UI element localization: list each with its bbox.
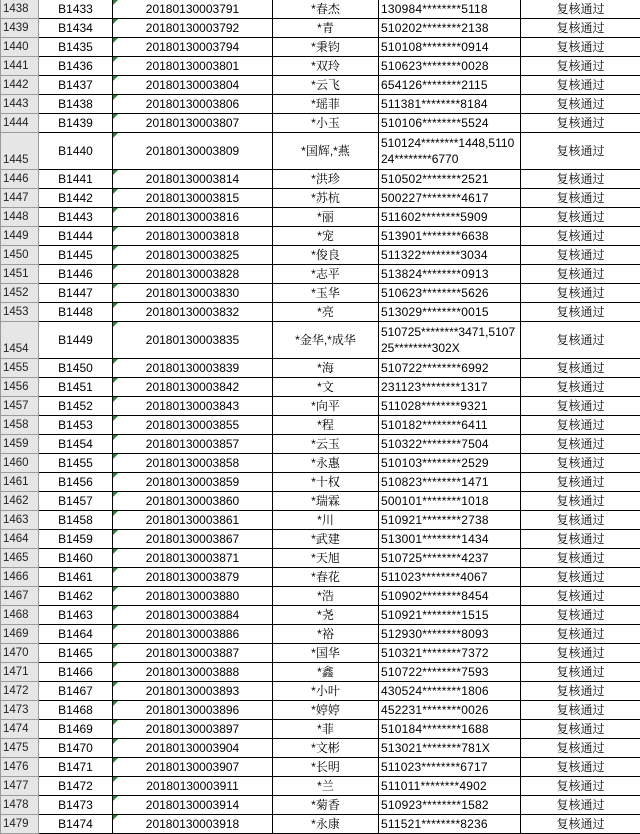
cell-id-number[interactable]: 510321********7372	[379, 644, 521, 663]
cell-application-no[interactable]: 20180130003839	[113, 359, 273, 378]
cell-id-number[interactable]: 513901********6638	[379, 227, 521, 246]
cell-name[interactable]: *亮	[273, 303, 379, 322]
cell-application-no[interactable]: 20180130003911	[113, 777, 273, 796]
table-row[interactable]	[1, 322, 640, 359]
row-number[interactable]: 1446	[1, 170, 39, 189]
cell-status[interactable]: 复核通过	[521, 284, 640, 303]
table-row[interactable]	[1, 170, 640, 189]
cell-code[interactable]: B1474	[39, 815, 113, 834]
row-number[interactable]: 1469	[1, 625, 39, 644]
table-row[interactable]	[1, 246, 640, 265]
cell-name[interactable]: *云玉	[273, 435, 379, 454]
cell-code[interactable]: B1442	[39, 189, 113, 208]
cell-application-no[interactable]: 20180130003879	[113, 568, 273, 587]
cell-status[interactable]: 复核通过	[521, 265, 640, 284]
cell-name[interactable]: *海	[273, 359, 379, 378]
table-row[interactable]	[1, 549, 640, 568]
row-number[interactable]: 1471	[1, 663, 39, 682]
cell-status[interactable]: 复核通过	[521, 492, 640, 511]
cell-name[interactable]: *川	[273, 511, 379, 530]
cell-application-no[interactable]: 20180130003794	[113, 38, 273, 57]
cell-name[interactable]: *小叶	[273, 682, 379, 701]
cell-code[interactable]: B1473	[39, 796, 113, 815]
cell-id-number[interactable]: 510725********4237	[379, 549, 521, 568]
cell-name[interactable]: *国辉,*燕	[273, 133, 379, 170]
cell-code[interactable]: B1465	[39, 644, 113, 663]
table-row[interactable]	[1, 95, 640, 114]
table-row[interactable]	[1, 682, 640, 701]
cell-application-no[interactable]: 20180130003896	[113, 701, 273, 720]
cell-application-no[interactable]: 20180130003843	[113, 397, 273, 416]
table-row[interactable]	[1, 76, 640, 95]
cell-status[interactable]: 复核通过	[521, 208, 640, 227]
cell-id-number[interactable]: 452231********0026	[379, 701, 521, 720]
cell-application-no[interactable]: 20180130003860	[113, 492, 273, 511]
table-row[interactable]	[1, 644, 640, 663]
cell-application-no[interactable]: 20180130003792	[113, 19, 273, 38]
cell-application-no[interactable]: 20180130003859	[113, 473, 273, 492]
row-number[interactable]: 1457	[1, 397, 39, 416]
row-number[interactable]: 1464	[1, 530, 39, 549]
row-number[interactable]: 1466	[1, 568, 39, 587]
table-row[interactable]	[1, 720, 640, 739]
cell-name[interactable]: *小玉	[273, 114, 379, 133]
cell-application-no[interactable]: 20180130003914	[113, 796, 273, 815]
cell-id-number[interactable]: 510902********8454	[379, 587, 521, 606]
cell-status[interactable]: 复核通过	[521, 777, 640, 796]
table-row[interactable]	[1, 435, 640, 454]
cell-code[interactable]: B1454	[39, 435, 113, 454]
cell-status[interactable]: 复核通过	[521, 568, 640, 587]
row-number[interactable]: 1468	[1, 606, 39, 625]
cell-status[interactable]: 复核通过	[521, 644, 640, 663]
cell-name[interactable]: *鑫	[273, 663, 379, 682]
table-row[interactable]	[1, 397, 640, 416]
row-number[interactable]: 1470	[1, 644, 39, 663]
table-row[interactable]	[1, 701, 640, 720]
cell-name[interactable]: *丽	[273, 208, 379, 227]
cell-id-number[interactable]: 500227********4617	[379, 189, 521, 208]
row-number[interactable]: 1445	[1, 133, 39, 170]
row-number[interactable]: 1476	[1, 758, 39, 777]
table-row[interactable]	[1, 511, 640, 530]
cell-application-no[interactable]: 20180130003893	[113, 682, 273, 701]
row-number[interactable]: 1473	[1, 701, 39, 720]
table-row[interactable]	[1, 568, 640, 587]
cell-status[interactable]: 复核通过	[521, 322, 640, 359]
cell-name[interactable]: *双玲	[273, 57, 379, 76]
cell-id-number[interactable]: 511602********5909	[379, 208, 521, 227]
cell-application-no[interactable]: 20180130003887	[113, 644, 273, 663]
cell-status[interactable]: 复核通过	[521, 114, 640, 133]
cell-status[interactable]: 复核通过	[521, 95, 640, 114]
cell-status[interactable]: 复核通过	[521, 303, 640, 322]
cell-name[interactable]: *青	[273, 19, 379, 38]
cell-application-no[interactable]: 20180130003804	[113, 76, 273, 95]
cell-name[interactable]: *秉钧	[273, 38, 379, 57]
cell-id-number[interactable]: 512930********8093	[379, 625, 521, 644]
row-number[interactable]: 1460	[1, 454, 39, 473]
table-row[interactable]	[1, 739, 640, 758]
cell-code[interactable]: B1450	[39, 359, 113, 378]
row-number[interactable]: 1439	[1, 19, 39, 38]
row-number[interactable]: 1472	[1, 682, 39, 701]
cell-id-number[interactable]: 654126********2115	[379, 76, 521, 95]
cell-name[interactable]: *永惠	[273, 454, 379, 473]
table-row[interactable]	[1, 473, 640, 492]
cell-id-number[interactable]: 510184********1688	[379, 720, 521, 739]
cell-id-number[interactable]: 511023********6717	[379, 758, 521, 777]
table-row[interactable]	[1, 303, 640, 322]
cell-name[interactable]: *菲	[273, 720, 379, 739]
table-row[interactable]	[1, 454, 640, 473]
cell-name[interactable]: *志平	[273, 265, 379, 284]
cell-code[interactable]: B1446	[39, 265, 113, 284]
table-row[interactable]	[1, 378, 640, 397]
cell-id-number[interactable]: 510623********5626	[379, 284, 521, 303]
row-number[interactable]: 1479	[1, 815, 39, 834]
row-number[interactable]: 1441	[1, 57, 39, 76]
cell-name[interactable]: *瑞霖	[273, 492, 379, 511]
cell-application-no[interactable]: 20180130003818	[113, 227, 273, 246]
cell-id-number[interactable]: 510124********1448,511024********6770	[379, 133, 521, 170]
cell-application-no[interactable]: 20180130003871	[113, 549, 273, 568]
cell-code[interactable]: B1464	[39, 625, 113, 644]
cell-application-no[interactable]: 20180130003807	[113, 114, 273, 133]
cell-id-number[interactable]: 500101********1018	[379, 492, 521, 511]
cell-name[interactable]: *永康	[273, 815, 379, 834]
cell-id-number[interactable]: 513029********0015	[379, 303, 521, 322]
cell-application-no[interactable]: 20180130003884	[113, 606, 273, 625]
table-row[interactable]	[1, 208, 640, 227]
cell-status[interactable]: 复核通过	[521, 397, 640, 416]
cell-status[interactable]: 复核通过	[521, 473, 640, 492]
row-number[interactable]: 1454	[1, 322, 39, 359]
cell-name[interactable]: *云飞	[273, 76, 379, 95]
table-row[interactable]	[1, 114, 640, 133]
cell-code[interactable]: B1469	[39, 720, 113, 739]
cell-name[interactable]: *长明	[273, 758, 379, 777]
cell-id-number[interactable]: 513824********0913	[379, 265, 521, 284]
cell-application-no[interactable]: 20180130003815	[113, 189, 273, 208]
cell-name[interactable]: *洪珍	[273, 170, 379, 189]
table-row[interactable]	[1, 227, 640, 246]
row-number[interactable]: 1447	[1, 189, 39, 208]
cell-name[interactable]: *婷婷	[273, 701, 379, 720]
cell-status[interactable]: 复核通过	[521, 76, 640, 95]
cell-id-number[interactable]: 510722********7593	[379, 663, 521, 682]
cell-code[interactable]: B1437	[39, 76, 113, 95]
row-number[interactable]: 1444	[1, 114, 39, 133]
table-row[interactable]	[1, 284, 640, 303]
cell-status[interactable]: 复核通过	[521, 682, 640, 701]
table-row[interactable]	[1, 57, 640, 76]
table-body	[1, 0, 640, 834]
cell-code[interactable]: B1439	[39, 114, 113, 133]
row-number[interactable]: 1475	[1, 739, 39, 758]
row-number[interactable]: 1459	[1, 435, 39, 454]
row-number[interactable]: 1449	[1, 227, 39, 246]
cell-id-number[interactable]: 510921********1515	[379, 606, 521, 625]
cell-code[interactable]: B1471	[39, 758, 113, 777]
cell-status[interactable]: 复核通过	[521, 189, 640, 208]
cell-id-number[interactable]: 510725********3471,510725********302X	[379, 322, 521, 359]
cell-status[interactable]: 复核通过	[521, 701, 640, 720]
cell-application-no[interactable]: 20180130003809	[113, 133, 273, 170]
row-number[interactable]: 1448	[1, 208, 39, 227]
cell-id-number[interactable]: 511521********8236	[379, 815, 521, 834]
cell-id-number[interactable]: 510722********6992	[379, 359, 521, 378]
cell-id-number[interactable]: 231123********1317	[379, 378, 521, 397]
table-row[interactable]	[1, 815, 640, 834]
cell-name[interactable]: *瑶菲	[273, 95, 379, 114]
cell-code[interactable]: B1433	[39, 0, 113, 19]
row-number[interactable]: 1467	[1, 587, 39, 606]
cell-id-number[interactable]: 430524********1806	[379, 682, 521, 701]
cell-id-number[interactable]: 510623********0028	[379, 57, 521, 76]
cell-application-no[interactable]: 20180130003888	[113, 663, 273, 682]
cell-status[interactable]: 复核通过	[521, 587, 640, 606]
cell-status[interactable]: 复核通过	[521, 0, 640, 19]
cell-id-number[interactable]: 510108********0914	[379, 38, 521, 57]
cell-status[interactable]: 复核通过	[521, 796, 640, 815]
cell-code[interactable]: B1434	[39, 19, 113, 38]
cell-id-number[interactable]: 510202********2138	[379, 19, 521, 38]
cell-name[interactable]: *兰	[273, 777, 379, 796]
row-number[interactable]: 1453	[1, 303, 39, 322]
row-number[interactable]: 1443	[1, 95, 39, 114]
cell-name[interactable]: *春杰	[273, 0, 379, 19]
table-row[interactable]	[1, 38, 640, 57]
row-number[interactable]: 1438	[1, 0, 39, 19]
cell-id-number[interactable]: 511023********4067	[379, 568, 521, 587]
cell-application-no[interactable]: 20180130003842	[113, 378, 273, 397]
row-number[interactable]: 1474	[1, 720, 39, 739]
cell-code[interactable]: B1438	[39, 95, 113, 114]
cell-name[interactable]: *玉华	[273, 284, 379, 303]
row-number[interactable]: 1465	[1, 549, 39, 568]
cell-status[interactable]: 复核通过	[521, 663, 640, 682]
cell-name[interactable]: *程	[273, 416, 379, 435]
cell-application-no[interactable]: 20180130003855	[113, 416, 273, 435]
cell-code[interactable]: B1457	[39, 492, 113, 511]
table-row[interactable]	[1, 606, 640, 625]
row-number[interactable]: 1477	[1, 777, 39, 796]
cell-status[interactable]: 复核通过	[521, 133, 640, 170]
table-row[interactable]	[1, 189, 640, 208]
cell-code[interactable]: B1452	[39, 397, 113, 416]
cell-code[interactable]: B1461	[39, 568, 113, 587]
cell-code[interactable]: B1458	[39, 511, 113, 530]
cell-code[interactable]: B1440	[39, 133, 113, 170]
table-row[interactable]	[1, 359, 640, 378]
table-row[interactable]	[1, 492, 640, 511]
cell-status[interactable]: 复核通过	[521, 38, 640, 57]
cell-name[interactable]: *俊良	[273, 246, 379, 265]
cell-name[interactable]: *天旭	[273, 549, 379, 568]
cell-status[interactable]: 复核通过	[521, 435, 640, 454]
cell-code[interactable]: B1455	[39, 454, 113, 473]
cell-application-no[interactable]: 20180130003835	[113, 322, 273, 359]
cell-name[interactable]: *文	[273, 378, 379, 397]
cell-application-no[interactable]: 20180130003816	[113, 208, 273, 227]
cell-id-number[interactable]: 511381********8184	[379, 95, 521, 114]
cell-id-number[interactable]: 513021********781X	[379, 739, 521, 758]
row-number[interactable]: 1440	[1, 38, 39, 57]
cell-application-no[interactable]: 20180130003828	[113, 265, 273, 284]
cell-status[interactable]: 复核通过	[521, 170, 640, 189]
row-number[interactable]: 1458	[1, 416, 39, 435]
cell-code[interactable]: B1462	[39, 587, 113, 606]
cell-name[interactable]: *裕	[273, 625, 379, 644]
cell-name[interactable]: *苏杭	[273, 189, 379, 208]
cell-application-no[interactable]: 20180130003918	[113, 815, 273, 834]
cell-id-number[interactable]: 510921********2738	[379, 511, 521, 530]
cell-application-no[interactable]: 20180130003830	[113, 284, 273, 303]
row-number[interactable]: 1456	[1, 378, 39, 397]
cell-status[interactable]: 复核通过	[521, 359, 640, 378]
cell-application-no[interactable]: 20180130003897	[113, 720, 273, 739]
cell-name[interactable]: *十权	[273, 473, 379, 492]
cell-status[interactable]: 复核通过	[521, 625, 640, 644]
cell-name[interactable]: *文彬	[273, 739, 379, 758]
cell-status[interactable]: 复核通过	[521, 720, 640, 739]
cell-status[interactable]: 复核通过	[521, 549, 640, 568]
cell-code[interactable]: B1435	[39, 38, 113, 57]
cell-id-number[interactable]: 510106********5524	[379, 114, 521, 133]
cell-status[interactable]: 复核通过	[521, 57, 640, 76]
cell-application-no[interactable]: 20180130003791	[113, 0, 273, 19]
row-number[interactable]: 1451	[1, 265, 39, 284]
cell-application-no[interactable]: 20180130003806	[113, 95, 273, 114]
cell-status[interactable]: 复核通过	[521, 227, 640, 246]
row-number[interactable]: 1463	[1, 511, 39, 530]
cell-id-number[interactable]: 510103********2529	[379, 454, 521, 473]
cell-id-number[interactable]: 130984********5118	[379, 0, 521, 19]
table-row[interactable]	[1, 758, 640, 777]
cell-name[interactable]: *浩	[273, 587, 379, 606]
cell-code[interactable]: B1443	[39, 208, 113, 227]
cell-code[interactable]: B1470	[39, 739, 113, 758]
cell-id-number[interactable]: 510502********2521	[379, 170, 521, 189]
cell-application-no[interactable]: 20180130003904	[113, 739, 273, 758]
cell-name[interactable]: *宠	[273, 227, 379, 246]
cell-status[interactable]: 复核通过	[521, 815, 640, 834]
cell-status[interactable]: 复核通过	[521, 511, 640, 530]
row-number[interactable]: 1478	[1, 796, 39, 815]
cell-status[interactable]: 复核通过	[521, 378, 640, 397]
cell-status[interactable]: 复核通过	[521, 530, 640, 549]
cell-application-no[interactable]: 20180130003814	[113, 170, 273, 189]
cell-application-no[interactable]: 20180130003825	[113, 246, 273, 265]
table-row[interactable]	[1, 663, 640, 682]
cell-name[interactable]: *武建	[273, 530, 379, 549]
cell-application-no[interactable]: 20180130003880	[113, 587, 273, 606]
cell-id-number[interactable]: 511322********3034	[379, 246, 521, 265]
table-row[interactable]	[1, 265, 640, 284]
cell-name[interactable]: *菊香	[273, 796, 379, 815]
cell-code[interactable]: B1453	[39, 416, 113, 435]
cell-id-number[interactable]: 510823********1471	[379, 473, 521, 492]
cell-code[interactable]: B1449	[39, 322, 113, 359]
cell-status[interactable]: 复核通过	[521, 454, 640, 473]
cell-application-no[interactable]: 20180130003857	[113, 435, 273, 454]
cell-name[interactable]: *向平	[273, 397, 379, 416]
cell-status[interactable]: 复核通过	[521, 758, 640, 777]
table-row[interactable]	[1, 796, 640, 815]
table-row[interactable]	[1, 530, 640, 549]
cell-application-no[interactable]: 20180130003861	[113, 511, 273, 530]
cell-code[interactable]: B1444	[39, 227, 113, 246]
cell-code[interactable]: B1447	[39, 284, 113, 303]
cell-application-no[interactable]: 20180130003907	[113, 758, 273, 777]
cell-code[interactable]: B1448	[39, 303, 113, 322]
cell-application-no[interactable]: 20180130003886	[113, 625, 273, 644]
cell-code[interactable]: B1445	[39, 246, 113, 265]
cell-id-number[interactable]: 510182********6411	[379, 416, 521, 435]
row-number[interactable]: 1455	[1, 359, 39, 378]
cell-code[interactable]: B1441	[39, 170, 113, 189]
cell-code[interactable]: B1436	[39, 57, 113, 76]
cell-application-no[interactable]: 20180130003867	[113, 530, 273, 549]
cell-status[interactable]: 复核通过	[521, 19, 640, 38]
cell-id-number[interactable]: 510923********1582	[379, 796, 521, 815]
cell-code[interactable]: B1468	[39, 701, 113, 720]
cell-name[interactable]: *金华,*成华	[273, 322, 379, 359]
table-row[interactable]	[1, 625, 640, 644]
cell-status[interactable]: 复核通过	[521, 739, 640, 758]
row-number[interactable]: 1442	[1, 76, 39, 95]
cell-status[interactable]: 复核通过	[521, 246, 640, 265]
cell-code[interactable]: B1451	[39, 378, 113, 397]
cell-code[interactable]: B1463	[39, 606, 113, 625]
cell-id-number[interactable]: 511011********4902	[379, 777, 521, 796]
table-row[interactable]	[1, 0, 640, 19]
row-number[interactable]: 1450	[1, 246, 39, 265]
table-row[interactable]	[1, 133, 640, 170]
row-number[interactable]: 1461	[1, 473, 39, 492]
row-number[interactable]: 1452	[1, 284, 39, 303]
cell-application-no[interactable]: 20180130003801	[113, 57, 273, 76]
table-row[interactable]	[1, 777, 640, 796]
cell-id-number[interactable]: 511028********9321	[379, 397, 521, 416]
cell-name[interactable]: *尧	[273, 606, 379, 625]
row-number[interactable]: 1462	[1, 492, 39, 511]
table-row[interactable]	[1, 587, 640, 606]
cell-code[interactable]: B1459	[39, 530, 113, 549]
cell-application-no[interactable]: 20180130003858	[113, 454, 273, 473]
table-row[interactable]	[1, 416, 640, 435]
cell-id-number[interactable]: 510322********7504	[379, 435, 521, 454]
cell-status[interactable]: 复核通过	[521, 606, 640, 625]
cell-code[interactable]: B1472	[39, 777, 113, 796]
cell-code[interactable]: B1456	[39, 473, 113, 492]
cell-name[interactable]: *国华	[273, 644, 379, 663]
cell-id-number[interactable]: 513001********1434	[379, 530, 521, 549]
cell-name[interactable]: *春花	[273, 568, 379, 587]
cell-code[interactable]: B1467	[39, 682, 113, 701]
cell-status[interactable]: 复核通过	[521, 416, 640, 435]
cell-application-no[interactable]: 20180130003832	[113, 303, 273, 322]
cell-code[interactable]: B1460	[39, 549, 113, 568]
table-row[interactable]	[1, 19, 640, 38]
cell-code[interactable]: B1466	[39, 663, 113, 682]
